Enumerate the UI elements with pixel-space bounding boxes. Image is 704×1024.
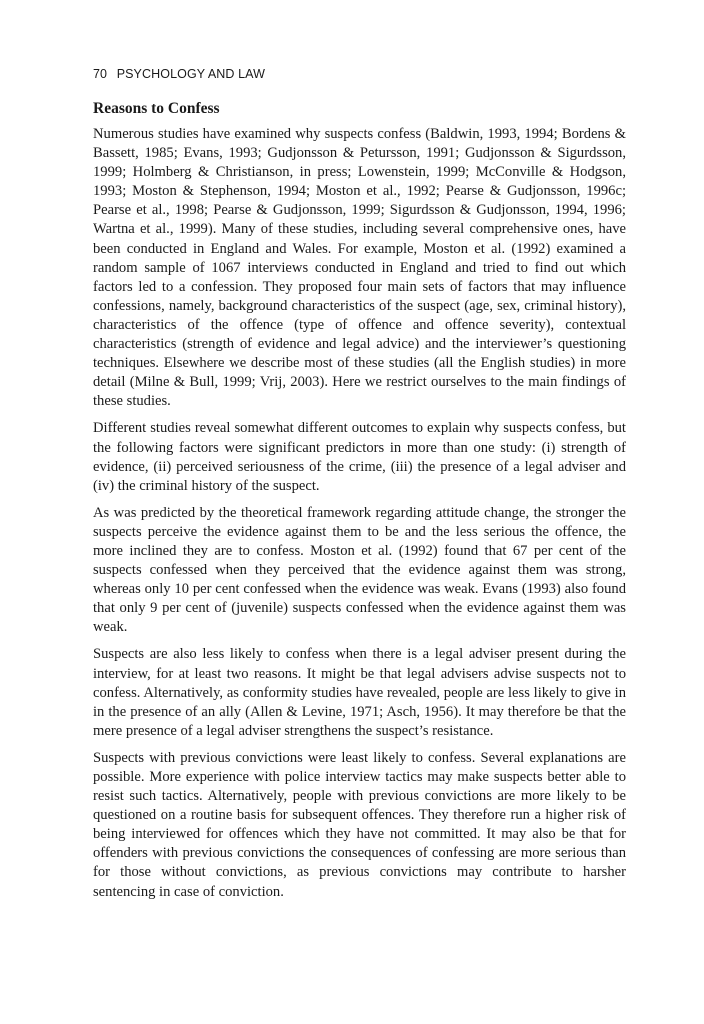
body-paragraph: As was predicted by the theoretical framework regarding attitude change, the stronger the suspects perceive the evidence against them to be and the less serious the offence, the more inclined they are to confess. Moston et al. (1992) found that 67 per cent of the suspects confessed when they perceived that the evidence against them was strong, whereas only 10 per cent confessed when the evidence was weak. Evans (1993) also found that only 9 per cent of (juvenile) suspects confessed when the evidence against them was weak. <box>93 504 626 636</box>
body-paragraph: Suspects with previous convictions were least likely to confess. Several explanations are possible. More experience with police interview tactics may make suspects better able to resist such tactics. Alternatively, people with previous convictions are more likely to be questioned on a routine basis for subsequent offences. They therefore run a higher risk of being interviewed for offences which they have not committed. It may also be that for offenders with previous convictions the consequences of confessing are more serious than for those without convictions, as previous convictions may contribute to harsher sentencing in case of conviction. <box>93 749 626 900</box>
book-page <box>93 66 626 910</box>
body-paragraph: Numerous studies have examined why suspects confess (Baldwin, 1993, 1994; Bordens & Bassett, 1985; Evans, 1993; Gudjonsson & Petursson, 1991; Gudjonsson & Sigurdsson, 1999; Holmberg & Christianson, in press; Lowenstein, 1999; McConville & Hodgson, 1993; Moston & Stephenson, 1994; Moston et al., 1992; Pearse & Gudjonsson, 1996c; Pearse et al., 1998; Pearse & Gudjonsson, 1999; Sigurdsson & Gudjonsson, 1994, 1996; Wartna et al., 1999). Many of these studies, including several comprehensive ones, have been conducted in England and Wales. For example, Moston et al. (1992) examined a random sample of 1067 interviews conducted in England and tried to find out which factors led to a confession. They proposed four main sets of factors that may influence confessions, namely, background characteristics of the suspect (age, sex, criminal history), characteristics of the offence (type of offence and offence severity), contextual characteristics (strength of evidence and legal advice) and the interviewer’s questioning techniques. Elsewhere we describe most of these studies (all the English studies) in more detail (Milne & Bull, 1999; Vrij, 2003). Here we restrict ourselves to the main findings of these studies. <box>93 126 626 410</box>
running-title: PSYCHOLOGY AND LAW <box>116 67 266 81</box>
body-paragraph: Suspects are also less likely to confess when there is a legal adviser present during the interview, for at least two reasons. It might be that legal advisers advise suspects not to confess. Alternatively, as conformity studies have revealed, people are less likely to give in in the presence of an ally (Allen & Levine, 1971; Asch, 1956). It may therefore be that the mere presence of a legal adviser strengthens the suspect’s resistance. <box>93 646 626 739</box>
body-paragraph: Different studies reveal somewhat different outcomes to explain why suspects confess, but the following factors were significant predictors in more than one study: (i) strength of evidence, (ii) perceived seriousness of the crime, (iii) the presence of a legal adviser and (iv) the criminal history of the suspect. <box>93 420 626 494</box>
section-heading: Reasons to Confess <box>93 100 220 117</box>
running-header <box>93 66 626 82</box>
page-number: 70 <box>93 67 108 81</box>
